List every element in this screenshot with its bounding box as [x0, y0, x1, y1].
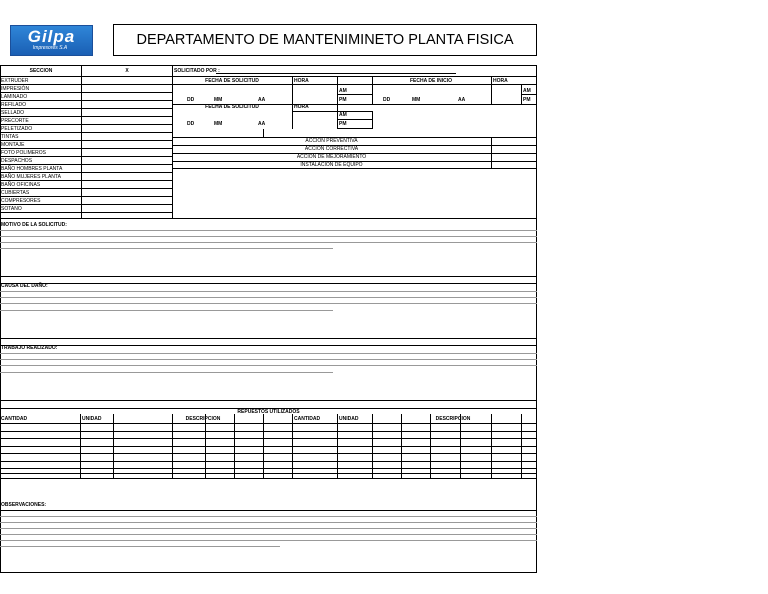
pm-label-2: PM: [523, 97, 531, 103]
accion-check-cell[interactable]: [492, 145, 537, 153]
section-item: TINTAS: [1, 134, 19, 140]
section-item: MONTAJE: [1, 142, 25, 148]
accion-check-cell[interactable]: [492, 153, 537, 161]
dd-label-2: DD: [383, 97, 391, 103]
section-item: IMPRESIÓN: [1, 86, 30, 92]
section-item: CUBIERTAS: [1, 190, 30, 196]
x-header: X: [125, 68, 129, 74]
pm-label-3: PM: [339, 121, 347, 127]
section-item: SELLADO: [1, 110, 25, 116]
fecha-solicitud-label-1: FECHA DE SOLICITUD: [205, 78, 259, 84]
repuesto-row[interactable]: [0, 432, 537, 438]
trabajo-label: TRABAJO REALIZADO:: [1, 345, 58, 351]
logo-subtitle: Impresores S.A: [32, 45, 68, 51]
causa-label: CAUSA DEL DAÑO:: [1, 283, 48, 289]
section-item: DESPACHOS: [1, 158, 33, 164]
seccion-header: SECCION: [29, 68, 53, 74]
repuesto-row[interactable]: [0, 424, 537, 431]
aa-label-2: AA: [458, 97, 466, 103]
solicitado-label: SOLICITADO POR :: [174, 68, 220, 74]
repuesto-row[interactable]: [0, 439, 537, 446]
unidad-header-1: UNIDAD: [82, 416, 102, 422]
page-title: DEPARTAMENTO DE MANTENIMINETO PLANTA FISICA: [136, 32, 514, 48]
repuesto-row[interactable]: [0, 469, 537, 473]
repuesto-row[interactable]: [0, 447, 537, 453]
company-logo: [10, 25, 93, 56]
pm-label-1: PM: [339, 97, 347, 103]
section-item: EXTRUDER: [1, 78, 29, 84]
motivo-label: MOTIVO DE LA SOLICITUD:: [1, 222, 67, 228]
dd-label-1: DD: [187, 97, 195, 103]
aa-label-3: AA: [258, 121, 266, 127]
observaciones-label: OBSERVACIONES:: [1, 502, 47, 508]
accion-item: ACCION DE MEJORAMIENTO: [296, 154, 367, 160]
descripcion-header-2: DESCRIPCION: [435, 416, 471, 422]
section-item: REFILADO: [1, 102, 27, 108]
aa-label-1: AA: [258, 97, 266, 103]
hora-label-2: HORA: [493, 78, 508, 84]
cantidad-header-1: CANTIDAD: [1, 416, 28, 422]
accion-item: INSTALACION DE EQUIPO: [300, 162, 363, 168]
section-item: BAÑO OFICINAS: [1, 182, 41, 188]
section-item: SOTANO: [1, 206, 22, 212]
repuestos-title: REPUESTOS UTILIZADOS: [237, 409, 300, 415]
solicitado-line[interactable]: [216, 73, 456, 74]
section-item: LAMINADO: [1, 94, 28, 100]
fecha-solicitud-label-2: FECHA DE SOLICITUD: [205, 104, 259, 110]
section-item: BAÑO MUJERES PLANTA: [1, 174, 61, 180]
repuesto-row[interactable]: [0, 462, 537, 468]
dd-label-3: DD: [187, 121, 195, 127]
section-item: FOTO POLIMEROS: [1, 150, 46, 156]
accion-item: ACCION CORRECTIVA: [304, 146, 359, 152]
section-item: PRECORTE: [1, 118, 29, 124]
unidad-header-2: UNIDAD: [339, 416, 359, 422]
am-label-1: AM: [339, 88, 347, 94]
mm-label-2: MM: [412, 97, 421, 103]
accion-check-cell[interactable]: [492, 137, 537, 145]
mm-label-1: MM: [214, 97, 223, 103]
logo-brand: Gilpa: [27, 27, 76, 46]
mm-label-3: MM: [214, 121, 223, 127]
descripcion-header-1: DESCRIPCION: [185, 416, 221, 422]
hora-label-3: HORA: [294, 104, 309, 110]
accion-item: ACCION PREVENTIVA: [305, 138, 358, 144]
section-item: PELETIZADO: [1, 126, 33, 132]
cantidad-header-2: CANTIDAD: [294, 416, 321, 422]
section-item: COMPRESORES: [1, 198, 41, 204]
section-item: BAÑO HOMBRES PLANTA: [1, 166, 63, 172]
repuesto-row[interactable]: [0, 454, 537, 461]
am-label-3: AM: [339, 112, 347, 118]
fecha-inicio-label: FECHA DE INICIO: [409, 78, 453, 84]
am-label-2: AM: [523, 88, 531, 94]
hora-label-1: HORA: [294, 78, 309, 84]
